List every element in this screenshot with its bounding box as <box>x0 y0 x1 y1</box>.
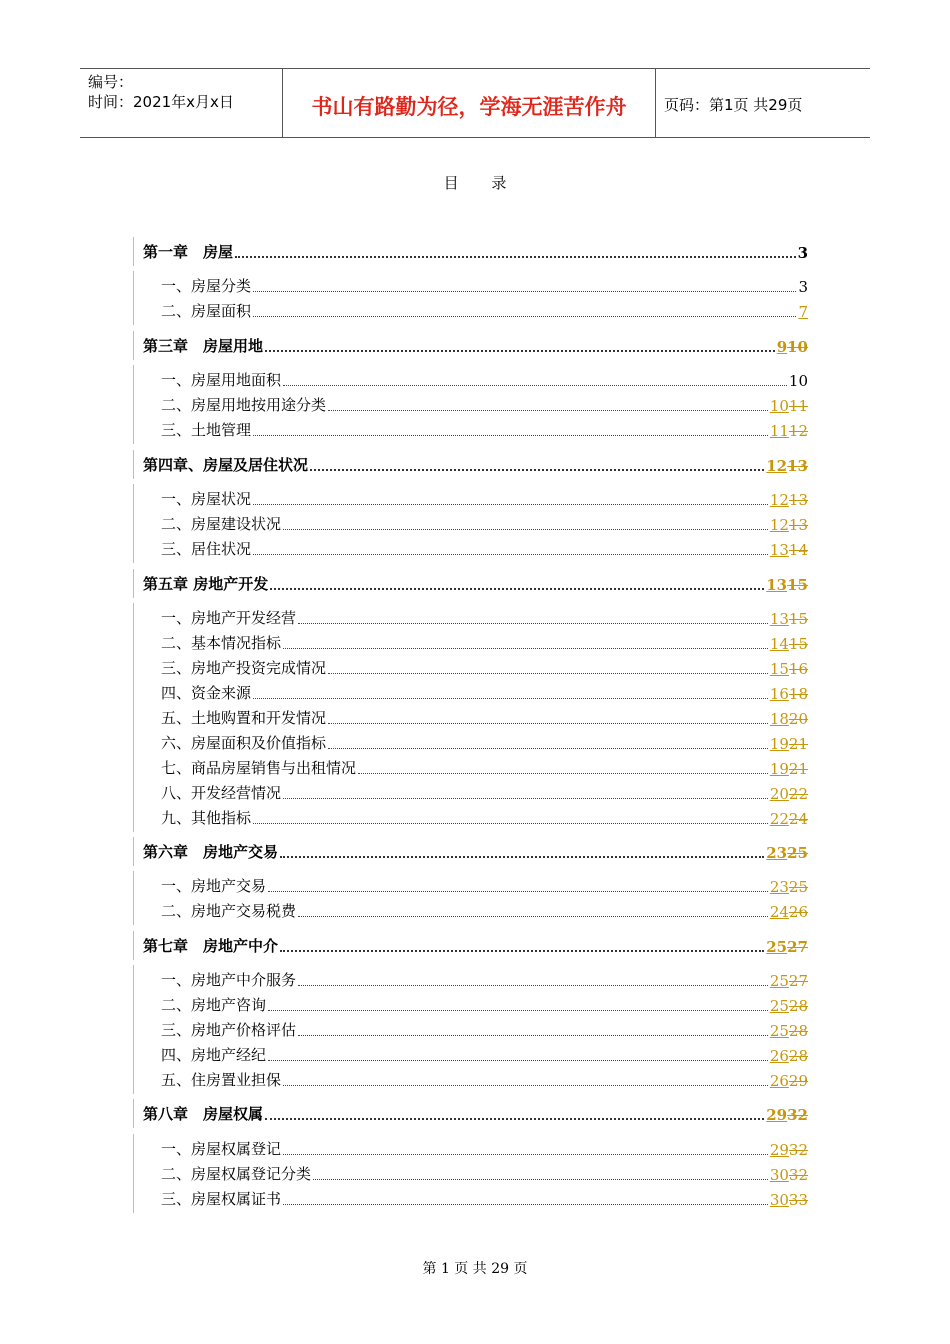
toc-margin-bar <box>133 1065 134 1094</box>
toc-margin-bar <box>133 1184 134 1213</box>
toc-section-entry[interactable] <box>133 1137 808 1159</box>
toc-entry-label: 第四章、房屋及居住状况 <box>143 456 309 474</box>
page-info: 页码：第1页 共29页 <box>664 96 803 114</box>
toc-page-revised: 9 <box>776 338 788 356</box>
toc-page-number <box>770 1047 808 1065</box>
toc-section-entry[interactable] <box>133 656 808 678</box>
toc-chapter-entry[interactable] <box>133 572 808 594</box>
toc-dot-leader <box>298 985 768 986</box>
toc-page-deleted: 15 <box>788 635 808 653</box>
toc-page-revised: 18 <box>769 710 789 728</box>
toc-page-deleted: 20 <box>788 710 808 728</box>
toc-entry-label: 六、房屋面积及价值指标 <box>161 734 327 752</box>
toc-dot-leader <box>235 256 796 258</box>
toc-section-entry[interactable] <box>133 993 808 1015</box>
toc-page-revised: 25 <box>769 997 789 1015</box>
toc-section-entry[interactable] <box>133 1043 808 1065</box>
toc-margin-bar <box>133 931 134 960</box>
toc-section-entry[interactable] <box>133 806 808 828</box>
toc-entry-label: 二、基本情况指标 <box>161 634 282 652</box>
toc-page-revised: 30 <box>769 1166 789 1184</box>
toc-margin-bar <box>133 569 134 598</box>
toc-entry-label: 三、居住状况 <box>161 540 252 558</box>
toc-page-number <box>770 878 808 896</box>
toc-dot-leader <box>328 673 768 674</box>
toc-section-entry[interactable] <box>133 681 808 703</box>
toc-entry-label: 七、商品房屋销售与出租情况 <box>161 759 357 777</box>
toc-page-revised: 11 <box>769 422 789 440</box>
toc-page-number <box>777 338 808 356</box>
toc-entry-label: 三、房地产价格评估 <box>161 1021 297 1039</box>
toc-page-deleted: 28 <box>788 1022 808 1040</box>
toc-dot-leader <box>310 469 764 471</box>
toc-page-number <box>766 1106 808 1124</box>
toc-page-deleted: 13 <box>788 491 808 509</box>
toc-page-revised: 24 <box>769 903 789 921</box>
toc-dot-leader <box>358 773 768 774</box>
toc-page-revised: 12 <box>769 491 789 509</box>
toc-margin-bar <box>133 450 134 479</box>
toc-entry-label: 一、房屋权属登记 <box>161 1140 282 1158</box>
toc-page-revised: 12 <box>766 457 788 475</box>
header-motto-cell <box>282 69 656 137</box>
toc-page-deleted: 32 <box>788 1141 808 1159</box>
toc-page-revised: 23 <box>766 844 788 862</box>
toc-page-number <box>770 997 808 1015</box>
toc-page-revised: 25 <box>766 938 788 956</box>
toc-entry-label: 二、房屋用地按用途分类 <box>161 396 327 414</box>
toc-entry-label: 二、房屋权属登记分类 <box>161 1165 312 1183</box>
toc-entry-label: 第三章 房屋用地 <box>143 337 264 355</box>
toc-page-deleted: 22 <box>788 785 808 803</box>
motto: 书山有路勤为径，学海无涯苦作舟 <box>311 95 627 119</box>
toc-page-number <box>770 903 808 921</box>
toc-entry-label: 三、土地管理 <box>161 421 252 439</box>
toc-chapter-entry[interactable] <box>133 240 808 262</box>
toc-entry-label: 四、资金来源 <box>161 684 252 702</box>
toc-dot-leader <box>283 1154 768 1155</box>
toc-page-deleted: 28 <box>788 997 808 1015</box>
toc-entry-label: 一、房屋分类 <box>161 277 252 295</box>
toc-dot-leader <box>265 1118 764 1120</box>
toc-page-number <box>770 422 808 440</box>
toc-entry-label: 八、开发经营情况 <box>161 784 282 802</box>
toc-chapter-entry[interactable] <box>133 453 808 475</box>
toc-page-deleted: 24 <box>788 810 808 828</box>
toc-margin-bar <box>133 1099 134 1128</box>
toc-dot-leader <box>253 823 768 824</box>
toc-section-entry[interactable] <box>133 487 808 509</box>
toc-page-number <box>770 685 808 703</box>
code-label: 编号： <box>88 73 134 91</box>
toc-title: 目 录 <box>443 174 521 192</box>
toc-page-number <box>770 1022 808 1040</box>
toc-entry-label: 一、房地产交易 <box>161 877 267 895</box>
toc-page-revised: 29 <box>766 1106 788 1124</box>
toc-dot-leader <box>283 1204 768 1205</box>
toc-page-number <box>766 576 808 594</box>
toc-dot-leader <box>253 554 768 555</box>
toc-section-entry[interactable] <box>133 968 808 990</box>
toc-page-revised: 26 <box>769 1072 789 1090</box>
toc-entry-label: 一、房地产中介服务 <box>161 971 297 989</box>
toc-chapter-entry[interactable] <box>133 840 808 862</box>
toc-margin-bar <box>133 837 134 866</box>
toc-page-revised: 13 <box>769 610 789 628</box>
toc-section-entry[interactable] <box>133 899 808 921</box>
toc-dot-leader <box>283 529 768 530</box>
toc-page-number <box>770 760 808 778</box>
toc-entry-label: 二、房屋面积 <box>161 302 252 320</box>
toc-section-entry[interactable] <box>133 874 808 896</box>
toc-section-entry[interactable] <box>133 1162 808 1184</box>
toc-section-entry[interactable] <box>133 512 808 534</box>
toc-page-number <box>770 1072 808 1090</box>
toc-page-deleted: 10 <box>787 338 808 356</box>
toc-dot-leader <box>298 1035 768 1036</box>
toc-page-number: 3 <box>798 278 808 296</box>
toc-dot-leader <box>283 798 768 799</box>
toc-margin-bar <box>133 331 134 360</box>
toc-dot-leader <box>313 1179 768 1180</box>
toc-page-number <box>770 491 808 509</box>
toc-entry-label: 五、土地购置和开发情况 <box>161 709 327 727</box>
toc-page-number <box>770 516 808 534</box>
toc-dot-leader <box>298 623 768 624</box>
toc-margin-bar <box>133 415 134 444</box>
toc-page-revised: 19 <box>769 735 789 753</box>
toc-page-number <box>770 710 808 728</box>
toc-page-number: 10 <box>788 372 808 390</box>
toc-entry-label: 第七章 房地产中介 <box>143 937 279 955</box>
toc-page-deleted: 27 <box>788 972 808 990</box>
toc-section-entry[interactable] <box>133 393 808 415</box>
toc-page-deleted: 33 <box>788 1191 808 1209</box>
toc-section-entry[interactable] <box>133 781 808 803</box>
toc-section-entry[interactable] <box>133 1018 808 1040</box>
toc-page-revised: 26 <box>769 1047 789 1065</box>
toc-page-deleted: 32 <box>787 1106 808 1124</box>
header-meta <box>80 69 282 137</box>
toc-page-deleted: 14 <box>788 541 808 559</box>
header-page-cell <box>655 69 870 137</box>
toc-page-number <box>770 972 808 990</box>
toc-entry-label: 三、房屋权属证书 <box>161 1190 282 1208</box>
toc-entry-label: 一、房屋用地面积 <box>161 371 282 389</box>
toc-page-deleted: 25 <box>788 878 808 896</box>
toc-dot-leader <box>270 588 764 590</box>
toc-dot-leader <box>298 916 768 917</box>
toc-page-revised: 19 <box>769 760 789 778</box>
toc-section-entry[interactable] <box>133 706 808 728</box>
toc-dot-leader <box>268 1060 768 1061</box>
toc-page-deleted: 32 <box>788 1166 808 1184</box>
toc-section-entry[interactable] <box>133 606 808 628</box>
toc-dot-leader <box>268 1010 768 1011</box>
toc-entry-label: 第一章 房屋 <box>143 243 234 261</box>
toc-page-number <box>770 735 808 753</box>
toc-entry-label: 二、房地产交易税费 <box>161 902 297 920</box>
toc-section-entry[interactable] <box>133 537 808 559</box>
toc-page-revised: 25 <box>769 972 789 990</box>
toc-page-number <box>770 1191 808 1209</box>
toc-dot-leader <box>253 435 768 436</box>
toc-section-entry[interactable] <box>133 418 808 440</box>
toc-section-entry[interactable] <box>133 1068 808 1090</box>
toc-entry-label: 五、住房置业担保 <box>161 1071 282 1089</box>
toc-page-deleted: 21 <box>788 735 808 753</box>
toc-dot-leader <box>328 748 768 749</box>
toc-margin-bar <box>133 803 134 832</box>
toc-page-number <box>770 1141 808 1159</box>
toc-entry-label: 第八章 房屋权属 <box>143 1105 264 1123</box>
toc-page-deleted: 28 <box>788 1047 808 1065</box>
toc-page-deleted: 16 <box>788 660 808 678</box>
toc-page-number <box>770 1166 808 1184</box>
toc-entry-label: 第六章 房地产交易 <box>143 843 279 861</box>
toc-page-deleted: 26 <box>788 903 808 921</box>
toc-page-revised: 12 <box>769 516 789 534</box>
toc-chapter-entry[interactable] <box>133 934 808 956</box>
toc-section-entry[interactable] <box>133 756 808 778</box>
toc-page-deleted: 15 <box>787 576 808 594</box>
toc-dot-leader <box>253 504 768 505</box>
page-footer: 第 1 页 共 29 页 <box>422 1261 528 1277</box>
toc-page-deleted: 15 <box>788 610 808 628</box>
toc-page-deleted: 25 <box>787 844 808 862</box>
toc-page-revised: 10 <box>769 397 789 415</box>
toc-page-deleted: 13 <box>788 516 808 534</box>
toc-entry-label: 一、房屋状况 <box>161 490 252 508</box>
toc-section-entry[interactable] <box>133 274 808 296</box>
toc-entry-label: 四、房地产经纪 <box>161 1046 267 1064</box>
toc-page-deleted: 21 <box>788 760 808 778</box>
toc-page-number <box>770 610 808 628</box>
toc-dot-leader <box>280 950 764 952</box>
toc-dot-leader <box>328 723 768 724</box>
toc-page-number: 3 <box>797 244 808 262</box>
toc-page-revised: 15 <box>769 660 789 678</box>
toc-margin-bar <box>133 534 134 563</box>
toc-section-entry[interactable] <box>133 368 808 390</box>
toc-page-number <box>770 541 808 559</box>
toc-section-entry[interactable] <box>133 731 808 753</box>
toc-page-revised: 30 <box>769 1191 789 1209</box>
toc-dot-leader <box>283 648 768 649</box>
toc-page-revised: 29 <box>769 1141 789 1159</box>
toc-page-number <box>770 785 808 803</box>
toc-entry-label: 二、房屋建设状况 <box>161 515 282 533</box>
toc-page-number <box>798 303 808 321</box>
toc-page-revised: 13 <box>769 541 789 559</box>
toc-entry-label: 九、其他指标 <box>161 809 252 827</box>
toc-dot-leader <box>268 891 768 892</box>
toc-margin-bar <box>133 896 134 925</box>
toc-dot-leader <box>283 1085 768 1086</box>
toc-page-revised: 22 <box>769 810 789 828</box>
toc-margin-bar <box>133 296 134 325</box>
toc-page-deleted: 18 <box>788 685 808 703</box>
toc-dot-leader <box>283 385 787 386</box>
toc-page-revised: 14 <box>769 635 789 653</box>
toc-dot-leader <box>253 698 768 699</box>
toc-page-number <box>770 660 808 678</box>
toc-entry-label: 第五章 房地产开发 <box>143 575 269 593</box>
toc-dot-leader <box>265 350 775 352</box>
time-label: 时间：2021年x月x日 <box>88 93 234 111</box>
toc-entry-label: 一、房地产开发经营 <box>161 609 297 627</box>
toc-page-number <box>766 844 808 862</box>
toc-page-deleted: 27 <box>787 938 808 956</box>
page-header <box>80 68 870 138</box>
toc-entry-label: 三、房地产投资完成情况 <box>161 659 327 677</box>
toc-page-number <box>770 635 808 653</box>
toc-dot-leader <box>253 291 796 292</box>
toc-page-number <box>766 457 808 475</box>
toc-page-deleted: 13 <box>787 457 808 475</box>
toc-page-revised: 13 <box>766 576 788 594</box>
toc-page-number <box>770 810 808 828</box>
toc-page-revised: 20 <box>769 785 789 803</box>
toc-page-revised: 25 <box>769 1022 789 1040</box>
toc-section-entry[interactable] <box>133 299 808 321</box>
toc-dot-leader <box>253 316 796 317</box>
toc-section-entry[interactable] <box>133 1187 808 1209</box>
toc-page-revised: 7 <box>798 303 808 321</box>
toc-page-number <box>770 397 808 415</box>
toc-chapter-entry[interactable] <box>133 334 808 356</box>
toc-page-revised: 16 <box>769 685 789 703</box>
toc-entry-label: 二、房地产咨询 <box>161 996 267 1014</box>
toc-chapter-entry[interactable] <box>133 1102 808 1124</box>
toc-page-deleted: 29 <box>788 1072 808 1090</box>
toc-dot-leader <box>280 856 764 858</box>
toc-margin-bar <box>133 237 134 266</box>
toc-section-entry[interactable] <box>133 631 808 653</box>
toc-page-revised: 23 <box>769 878 789 896</box>
toc-dot-leader <box>328 410 768 411</box>
toc-page-number <box>766 938 808 956</box>
toc-page-deleted: 12 <box>788 422 808 440</box>
toc-page-deleted: 11 <box>788 397 808 415</box>
